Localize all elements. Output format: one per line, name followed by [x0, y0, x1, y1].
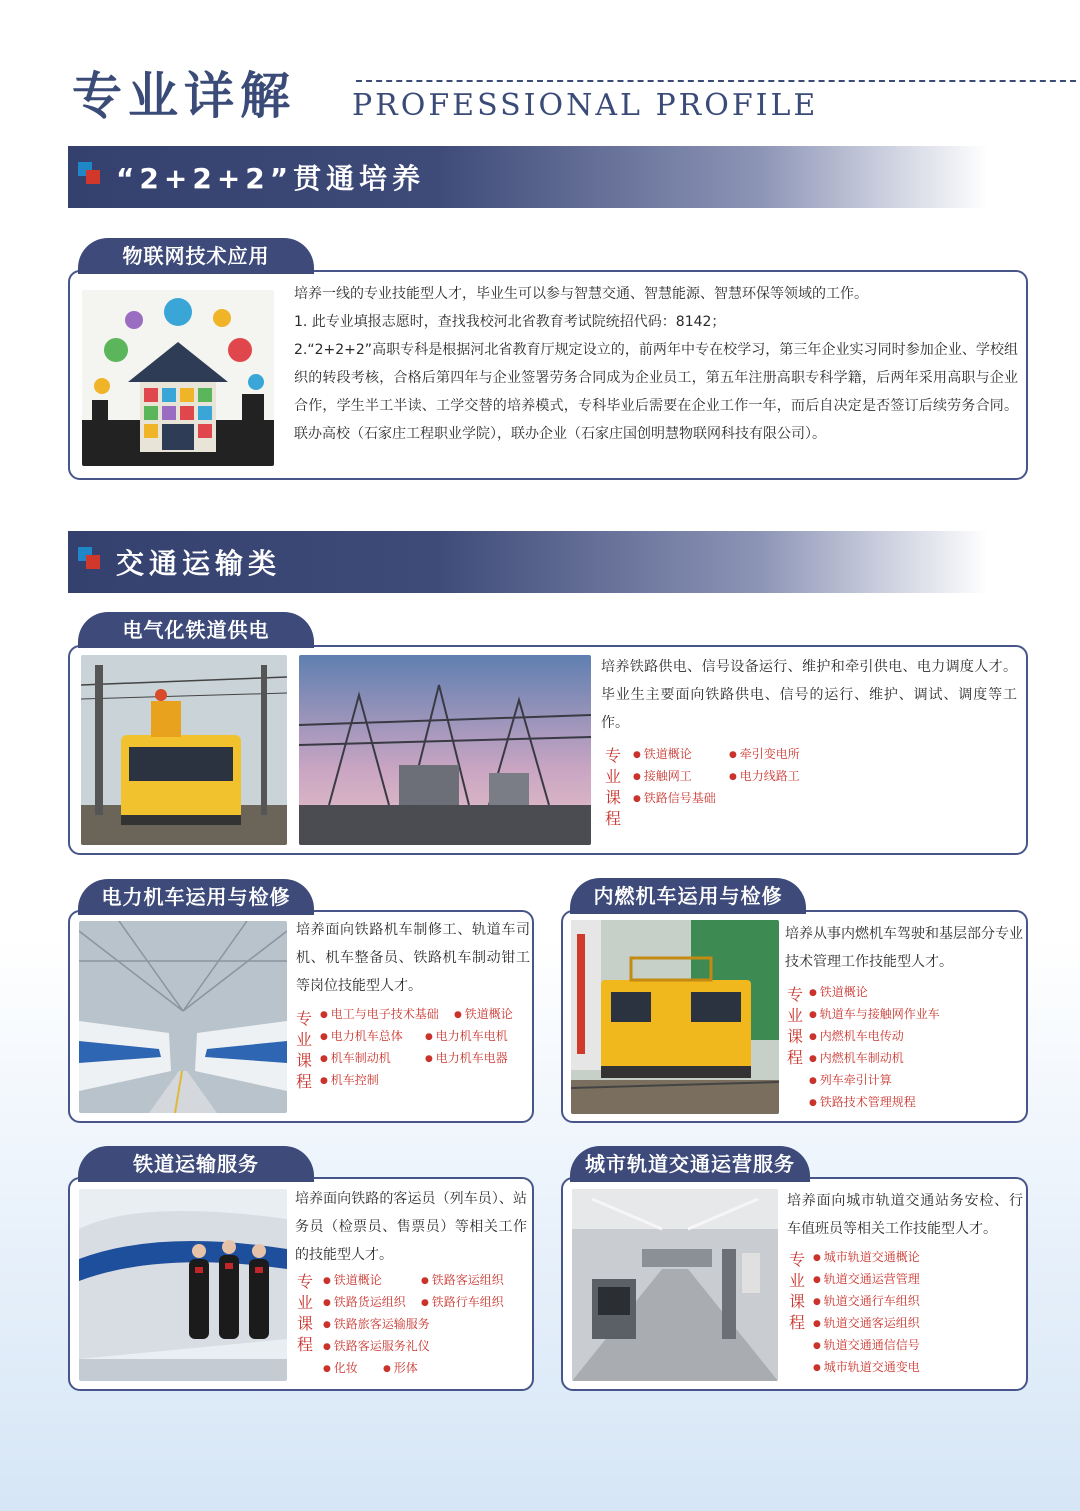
high-speed-train-depot-photo: [79, 921, 287, 1113]
course-item: ● 铁路技术管理规程: [809, 1091, 916, 1115]
program-description-diesel-loco: 培养从事内燃机车驾驶和基层部分专业技术管理工作技能型人才。: [785, 926, 1023, 970]
program-tab-electric-loco: 电力机车运用与检修: [78, 879, 314, 915]
course-item: ● 牵引变电所: [729, 743, 800, 767]
course-label-electric-loco: 专业课程: [296, 1009, 313, 1091]
course-label-rail-service: 专业课程: [297, 1272, 314, 1354]
program-card-rail-service: [68, 1177, 534, 1391]
course-item: ● 电力线路工: [729, 765, 800, 789]
accent-square-icon: [86, 170, 100, 184]
page-title: 专业详解: [72, 67, 296, 125]
course-label-metro: 专业课程: [789, 1250, 806, 1332]
diesel-rail-vehicle-photo: [571, 920, 779, 1114]
program-tab-power: 电气化铁道供电: [78, 612, 314, 648]
program-description-electric-loco: 培养面向铁路机车制修工、轨道车司机、机车整备员、铁路机车制动钳工等岗位技能型人才。: [296, 922, 530, 994]
catenary-maintenance-train-photo: [81, 655, 287, 845]
course-item: ● 形体: [383, 1357, 418, 1381]
program-card-iot: [68, 270, 1028, 480]
course-item: ● 铁道概论: [454, 1003, 513, 1027]
course-item: ● 电力机车总体: [320, 1025, 403, 1049]
program-description-iot: [294, 280, 1018, 448]
metro-station-photo: [572, 1189, 778, 1381]
description-paragraph: 2.“2+2+2”高职专科是根据河北省教育厅规定设立的，前两年中专在校学习，第三年企业实习同时参加企业、学校组织的转段考核，合格后第四年与企业签署劳务合同成为企业员工，第五年注册高职专科学籍，后两年采用高职与企业合作，学生半工半读、工学交替的培养模式，专科毕业后需要在企业工作一年，而后自决定是否签订后续劳务合同。联办高校（石家庄工程职业学院），联办企业（石家庄国创明慧物联网科技有限公司）。: [294, 342, 1018, 442]
program-description-power: 培养铁路供电、信号设备运行、维护和牵引供电、电力调度人才。毕业生主要面向铁路供电、信号的运行、维护、调试、调度等工作。: [601, 659, 1017, 731]
section-band-2-2-2: [68, 146, 988, 208]
program-description-metro: 培养面向城市轨道交通站务安检、行车值班员等相关工作技能型人才。: [787, 1193, 1023, 1237]
course-item: ● 铁路客运服务礼仪: [323, 1335, 430, 1359]
course-item: ● 电工与电子技术基础: [320, 1003, 439, 1027]
course-item: ● 铁路货运组织: [323, 1291, 406, 1315]
program-tab-rail-service: 铁道运输服务: [78, 1146, 314, 1182]
accent-square-icon: [86, 555, 100, 569]
program-tab-iot: 物联网技术应用: [78, 238, 314, 274]
course-item: ● 内燃机车制动机: [809, 1047, 904, 1071]
program-tab-metro: 城市轨道交通运营服务: [570, 1146, 810, 1182]
header-divider: [356, 80, 1076, 82]
train-crew-photo: [79, 1189, 287, 1381]
course-item: ● 轨道交通客运组织: [813, 1312, 920, 1336]
course-item: ● 轨道交通运营管理: [813, 1268, 920, 1292]
course-item: ● 电力机车电机: [425, 1025, 508, 1049]
course-item: ● 铁路信号基础: [633, 787, 716, 811]
traction-substation-photo: [299, 655, 591, 845]
program-description-rail-service: 培养面向铁路的客运员（列车员）、站务员（检票员、售票员）等相关工作的技能型人才。: [295, 1191, 527, 1263]
program-card-electric-loco: [68, 910, 534, 1123]
course-item: ● 城市轨道交通变电: [813, 1356, 920, 1380]
course-item: ● 轨道车与接触网作业车: [809, 1003, 940, 1027]
page-subtitle: PROFESSIONAL PROFILE: [352, 88, 819, 123]
course-item: ● 铁道概论: [809, 981, 868, 1005]
program-card-metro: [561, 1177, 1028, 1391]
course-item: ● 铁道概论: [633, 743, 692, 767]
course-item: ● 铁路客运组织: [421, 1269, 504, 1293]
section-title: “2+2+2”贯通培养: [116, 162, 426, 195]
course-item: ● 铁路行车组织: [421, 1291, 504, 1315]
section-band-transport: [68, 531, 988, 593]
section-title: 交通运输类: [116, 547, 282, 580]
course-item: ● 电力机车电器: [425, 1047, 508, 1071]
course-item: ● 铁路旅客运输服务: [323, 1313, 430, 1337]
course-item: ● 接触网工: [633, 765, 692, 789]
course-item: ● 城市轨道交通概论: [813, 1246, 920, 1270]
course-item: ● 铁道概论: [323, 1269, 382, 1293]
course-item: ● 内燃机车电传动: [809, 1025, 904, 1049]
course-label-diesel-loco: 专业课程: [787, 985, 804, 1067]
course-item: ● 化妆: [323, 1357, 358, 1381]
course-item: ● 轨道交通行车组织: [813, 1290, 920, 1314]
program-tab-diesel-loco: 内燃机车运用与检修: [570, 878, 806, 914]
program-card-power: [68, 645, 1028, 855]
course-item: ● 机车控制: [320, 1069, 379, 1093]
course-item: ● 列车牵引计算: [809, 1069, 892, 1093]
course-item: ● 轨道交通通信信号: [813, 1334, 920, 1358]
course-label-power: 专业课程: [605, 746, 622, 828]
iot-smart-home-illustration: [82, 290, 274, 466]
description-paragraph: 培养一线的专业技能型人才，毕业生可以参与智慧交通、智慧能源、智慧环保等领域的工作。: [294, 286, 868, 302]
description-paragraph: 1. 此专业填报志愿时，查找我校河北省教育考试院统招代码：8142；: [294, 314, 726, 330]
program-card-diesel-loco: [561, 910, 1028, 1123]
course-item: ● 机车制动机: [320, 1047, 391, 1071]
